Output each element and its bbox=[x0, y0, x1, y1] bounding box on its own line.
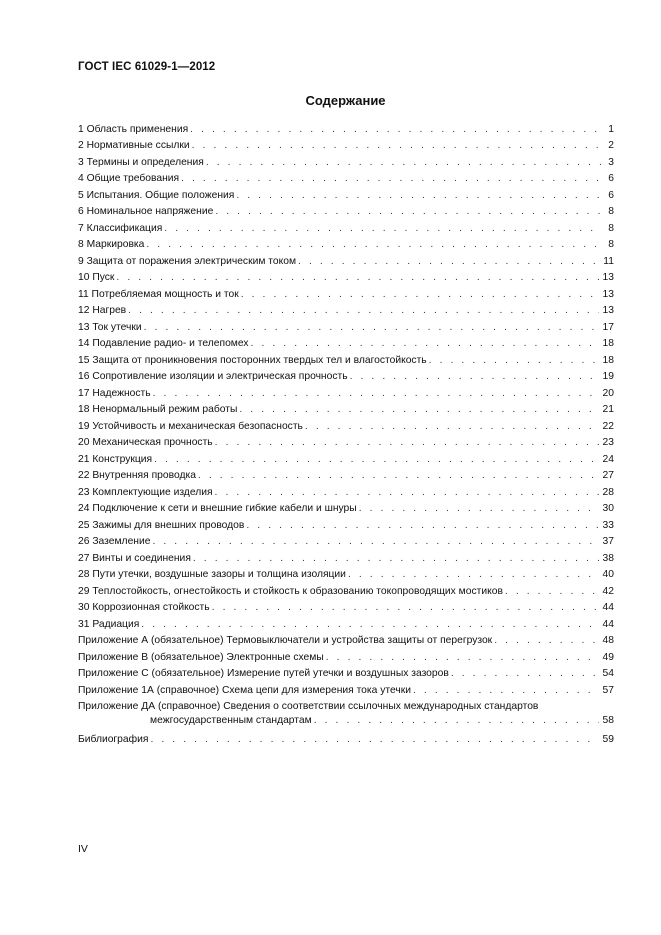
toc-leader-dots bbox=[190, 123, 602, 136]
toc-entry[interactable] bbox=[78, 169, 614, 186]
toc-entry-title: Библиография bbox=[78, 734, 149, 745]
page-title: Содержание bbox=[305, 93, 386, 108]
toc-entry-page: 44 bbox=[602, 618, 614, 630]
page-number: IV bbox=[78, 843, 88, 855]
toc-entry[interactable] bbox=[78, 284, 614, 301]
toc-entry[interactable] bbox=[78, 119, 614, 136]
toc-leader-dots bbox=[153, 387, 599, 400]
toc-entry-page: 42 bbox=[602, 585, 614, 597]
toc-entry-page: 1 bbox=[608, 123, 614, 135]
toc-entry[interactable] bbox=[78, 482, 614, 499]
toc-entry-title: 5 Испытания. Общие положения bbox=[78, 189, 235, 201]
toc-entry[interactable] bbox=[78, 548, 614, 565]
toc-leader-dots bbox=[215, 436, 599, 449]
toc-entry[interactable] bbox=[78, 152, 614, 169]
toc-entry[interactable] bbox=[78, 433, 614, 450]
toc-entry-title: 30 Коррозионная стойкость bbox=[78, 602, 210, 613]
toc-leader-dots bbox=[305, 420, 599, 433]
toc-entry-page: 13 bbox=[602, 305, 614, 316]
toc-entry-title: 13 Ток утечки bbox=[78, 321, 142, 333]
toc-entry-title: 7 Классификация bbox=[78, 222, 163, 234]
toc-leader-dots bbox=[206, 156, 602, 169]
toc-leader-dots bbox=[212, 601, 599, 614]
toc-entry-title: 10 Пуск bbox=[78, 272, 115, 283]
toc-entry-title: Приложение В (обязательное) Электронные схемы bbox=[78, 651, 324, 663]
toc-entry-page: 8 bbox=[608, 222, 614, 234]
toc-leader-dots bbox=[348, 568, 599, 581]
toc-entry-title: 6 Номинальное напряжение bbox=[78, 206, 214, 217]
toc-entry[interactable] bbox=[78, 532, 614, 549]
toc-entry-title: 28 Пути утечки, воздушные зазоры и толщина изоляции bbox=[78, 569, 346, 580]
toc-entry-title: 31 Радиация bbox=[78, 618, 140, 630]
toc-leader-dots bbox=[451, 667, 599, 680]
toc-entry-page: 57 bbox=[602, 684, 614, 696]
toc-entry-page: 54 bbox=[602, 668, 614, 679]
toc-entry-page: 11 bbox=[603, 255, 614, 267]
toc-leader-dots bbox=[198, 469, 599, 482]
toc-entry-title-line2: межгосударственным стандартам bbox=[150, 714, 312, 726]
toc-entry-title: 21 Конструкция bbox=[78, 453, 153, 465]
toc-entry-page: 3 bbox=[608, 156, 614, 168]
toc-entry-page: 49 bbox=[602, 651, 614, 663]
toc-entry-title: 1 Область применения bbox=[78, 123, 189, 135]
toc-entry-title: Приложение А (обязательное) Термовыключатели и устройства защиты от перегрузок bbox=[78, 635, 493, 646]
toc-entry[interactable] bbox=[78, 350, 614, 367]
toc-entry-page: 58 bbox=[602, 714, 614, 726]
toc-entry-title: 15 Защита от проникновения посторонних твердых тел и влагостойкость bbox=[78, 354, 427, 366]
toc-entry[interactable] bbox=[78, 400, 614, 417]
toc-entry[interactable] bbox=[78, 251, 614, 268]
toc-entry[interactable] bbox=[78, 581, 614, 598]
toc-entry-page: 18 bbox=[602, 354, 614, 366]
toc-entry-page: 59 bbox=[602, 734, 614, 745]
toc-entry-page: 23 bbox=[602, 437, 614, 448]
toc-entry-title: 3 Термины и определения bbox=[78, 156, 204, 168]
toc-entry[interactable] bbox=[78, 383, 614, 400]
toc-entry[interactable] bbox=[78, 185, 614, 202]
toc-entry-page: 18 bbox=[602, 338, 614, 349]
toc-entry-title: 9 Защита от поражения электрическим током bbox=[78, 255, 297, 267]
toc-entry[interactable] bbox=[78, 317, 614, 334]
toc-entry-title-line1: Приложение ДА (справочное) Сведения о соответствии ссылочных международных стандартов bbox=[78, 700, 539, 712]
toc-entry[interactable] bbox=[78, 367, 614, 384]
toc-entry-page: 33 bbox=[602, 519, 614, 531]
toc-entry-page: 8 bbox=[608, 206, 614, 217]
toc-leader-dots bbox=[150, 733, 598, 746]
toc-entry-title: 27 Винты и соединения bbox=[78, 552, 191, 564]
toc-entry-title-line2-row bbox=[78, 714, 614, 727]
toc-entry[interactable] bbox=[78, 598, 614, 615]
toc-leader-dots bbox=[146, 238, 602, 251]
toc-entry[interactable] bbox=[78, 202, 614, 219]
toc-entry[interactable] bbox=[78, 136, 614, 153]
toc-entry-title: 23 Комплектующие изделия bbox=[78, 486, 213, 498]
toc-entry[interactable] bbox=[78, 235, 614, 252]
toc-entry-title: 20 Механическая прочность bbox=[78, 437, 213, 448]
toc-leader-dots bbox=[350, 370, 599, 383]
toc-entry-page: 2 bbox=[608, 140, 614, 151]
toc-leader-dots bbox=[154, 453, 598, 466]
toc-entry-page: 24 bbox=[602, 453, 614, 465]
toc-leader-dots bbox=[429, 354, 599, 367]
toc-entry-page: 22 bbox=[602, 420, 614, 432]
toc-entry-page: 48 bbox=[602, 635, 614, 646]
toc-leader-dots bbox=[181, 172, 602, 185]
toc-entry[interactable] bbox=[78, 565, 614, 582]
toc-entry-page: 6 bbox=[608, 173, 614, 184]
toc-entry-title: 25 Зажимы для внешних проводов bbox=[78, 519, 245, 531]
toc-entry-title: Приложение С (обязательное) Измерение путей утечки и воздушных зазоров bbox=[78, 668, 449, 679]
toc-entry[interactable] bbox=[78, 515, 614, 532]
toc-leader-dots bbox=[241, 288, 599, 301]
toc-entry[interactable] bbox=[78, 614, 614, 631]
toc-leader-dots bbox=[246, 519, 598, 532]
toc-entry[interactable] bbox=[78, 218, 614, 235]
toc-entry-title: 17 Надежность bbox=[78, 387, 151, 399]
toc-entry-title: 26 Заземление bbox=[78, 536, 151, 547]
toc-entry[interactable] bbox=[78, 680, 614, 697]
toc-leader-dots bbox=[314, 714, 599, 727]
toc-entry[interactable] bbox=[78, 647, 614, 664]
toc-leader-dots bbox=[116, 271, 598, 284]
toc-entry-page: 13 bbox=[602, 272, 614, 283]
toc-entry-title: 11 Потребляемая мощность и ток bbox=[78, 288, 239, 300]
toc-leader-dots bbox=[141, 618, 598, 631]
toc-entry-page: 17 bbox=[602, 321, 614, 333]
toc-entry-page: 6 bbox=[608, 189, 614, 201]
toc-entry[interactable] bbox=[78, 334, 614, 351]
toc-entry-page: 20 bbox=[602, 387, 614, 399]
toc-leader-dots bbox=[326, 651, 599, 664]
toc-leader-dots bbox=[413, 684, 599, 697]
toc-entry-multiline[interactable] bbox=[78, 700, 614, 730]
toc-entry-page: 38 bbox=[602, 552, 614, 564]
toc-entry-title: 14 Подавление радио- и телепомех bbox=[78, 338, 249, 349]
toc-leader-dots bbox=[152, 535, 598, 548]
toc-entry[interactable] bbox=[78, 631, 614, 648]
toc-entry[interactable] bbox=[78, 730, 614, 747]
toc-leader-dots bbox=[164, 222, 602, 235]
toc-leader-dots bbox=[193, 552, 599, 565]
toc-entry-title: 19 Устойчивость и механическая безопасность bbox=[78, 420, 303, 432]
toc-leader-dots bbox=[192, 139, 602, 152]
toc-entry-page: 8 bbox=[608, 239, 614, 250]
toc-entry-title: 16 Сопротивление изоляции и электрическая прочность bbox=[78, 371, 348, 382]
toc-entry[interactable] bbox=[78, 301, 614, 318]
toc-entry-title: 8 Маркировка bbox=[78, 239, 145, 250]
toc-entry-page: 40 bbox=[602, 569, 614, 580]
toc-entry-title: 2 Нормативные ссылки bbox=[78, 140, 190, 151]
toc-entry-page: 30 bbox=[602, 503, 614, 514]
toc-leader-dots bbox=[298, 255, 599, 268]
toc-entry[interactable] bbox=[78, 499, 614, 516]
document-header: ГОСТ IEC 61029-1—2012 bbox=[78, 61, 216, 73]
toc-leader-dots bbox=[359, 502, 599, 515]
toc-entry-page: 44 bbox=[602, 602, 614, 613]
toc-leader-dots bbox=[128, 304, 598, 317]
toc-entry[interactable] bbox=[78, 449, 614, 466]
toc-leader-dots bbox=[236, 189, 602, 202]
toc-leader-dots bbox=[251, 337, 599, 350]
toc-entry-title: 24 Подключение к сети и внешние гибкие кабели и шнуры bbox=[78, 503, 357, 514]
toc-entry-title: 18 Ненормальный режим работы bbox=[78, 404, 238, 415]
toc-leader-dots bbox=[494, 634, 598, 647]
toc-entry-page: 21 bbox=[602, 404, 614, 415]
toc-entry[interactable] bbox=[78, 416, 614, 433]
toc-entry-page: 13 bbox=[602, 288, 614, 300]
toc-entry[interactable] bbox=[78, 268, 614, 285]
toc-leader-dots bbox=[505, 585, 599, 598]
toc-entry-page: 27 bbox=[602, 470, 614, 481]
toc-leader-dots bbox=[144, 321, 599, 334]
toc-leader-dots bbox=[215, 205, 602, 218]
toc-entry-page: 37 bbox=[602, 536, 614, 547]
toc-entry-title: 4 Общие требования bbox=[78, 173, 180, 184]
toc-entry[interactable] bbox=[78, 664, 614, 681]
toc-entry-page: 28 bbox=[602, 486, 614, 498]
table-of-contents bbox=[78, 119, 614, 746]
toc-entry-title: 12 Нагрев bbox=[78, 305, 127, 316]
toc-entry-page: 19 bbox=[602, 371, 614, 382]
toc-entry-title: Приложение 1А (справочное) Схема цепи для измерения тока утечки bbox=[78, 684, 411, 696]
toc-entry[interactable] bbox=[78, 466, 614, 483]
toc-entry-title: 22 Внутренняя проводка bbox=[78, 470, 196, 481]
toc-entry-title: 29 Теплостойкость, огнестойкость и стойкость к образованию токопроводящих мостиков bbox=[78, 585, 503, 597]
toc-leader-dots bbox=[215, 486, 599, 499]
toc-leader-dots bbox=[239, 403, 598, 416]
